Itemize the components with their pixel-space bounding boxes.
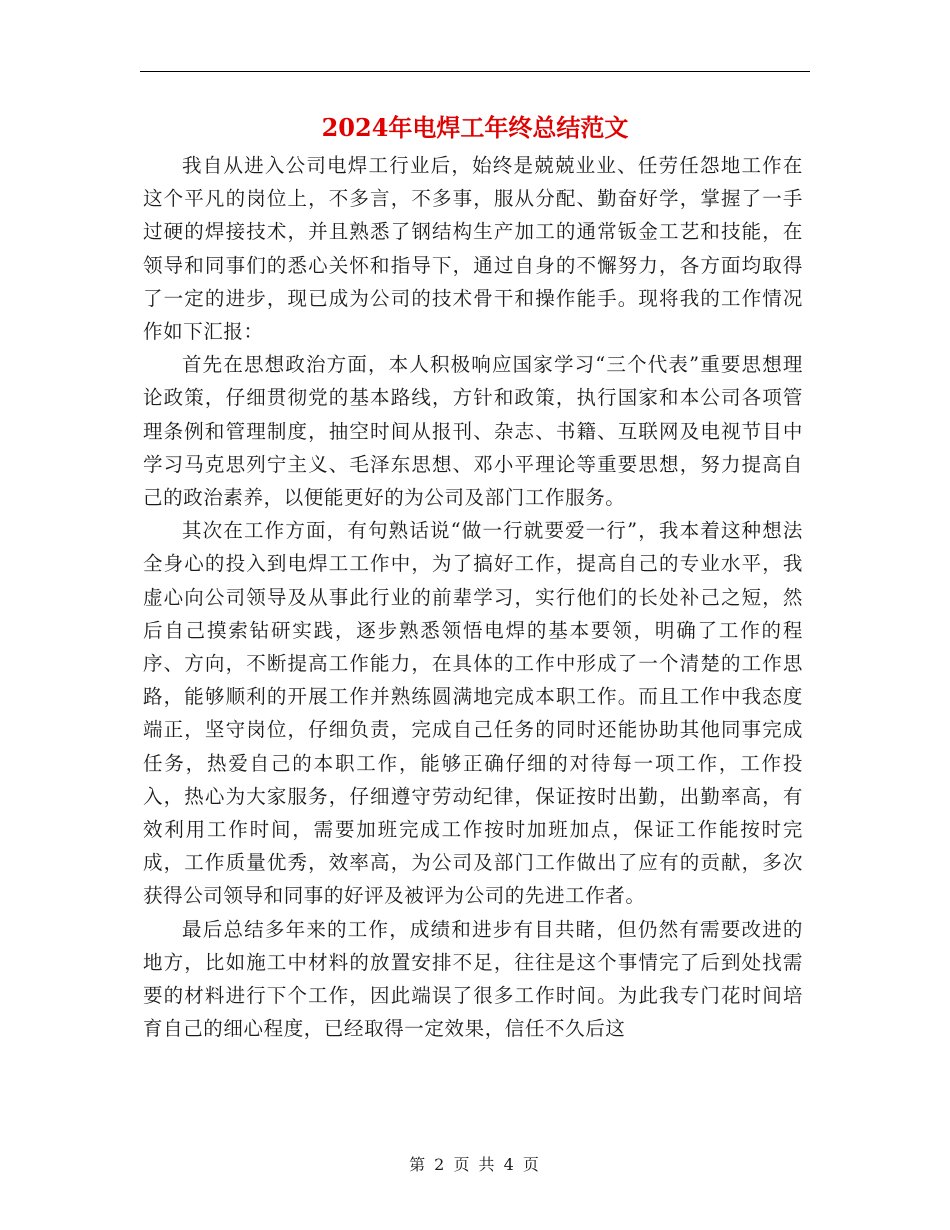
page-number: 第 2 页 共 4 页 — [409, 1155, 541, 1174]
paragraph-summary: 最后总结多年来的工作，成绩和进步有目共睹，但仍然有需要改进的地方，比如施工中材料的放置安排不足，往往是这个事情完了后到处找需要的材料进行下个工作，因此端误了很多工作时间。为此我专门花时间培育自己的细心程度，已经取得一定效果，信任不久后这 — [143, 917, 803, 1041]
paragraph-political: 首先在思想政治方面，本人积极响应国家学习“三个代表”重要思想理论政策，仔细贯彻党的基本路线，方针和政策，执行国家和本公司各项管理条例和管理制度，抽空时间从报刊、杂志、书籍、互联网及电视节目中学习马克思列宁主义、毛泽东思想、邓小平理论等重要思想，努力提高自己的政治素养，以便能更好的为公司及部门工作服务。 — [143, 353, 803, 510]
header-rule — [140, 71, 810, 72]
document-title: 2024年电焊工年终总结范文 — [321, 113, 629, 142]
paragraph-intro: 我自从进入公司电焊工行业后，始终是兢兢业业、任劳任怨地工作在这个平凡的岗位上，不多言，不多事，服从分配、勤奋好学，掌握了一手过硬的焊接技术，并且熟悉了钢结构生产加工的通常钣金工艺和技能，在领导和同事们的悉心关怀和指导下，通过自身的不懈努力，各方面均取得了一定的进步，现已成为公司的技术骨干和操作能手。现将我的工作情况作如下汇报： — [143, 154, 803, 344]
paragraph-work: 其次在工作方面，有句熟话说“做一行就要爱一行”，我本着这种想法全身心的投入到电焊工工作中，为了搞好工作，提高自己的专业水平，我虚心向公司领导及从事此行业的前辈学习，实行他们的长处补己之短，然后自己摸索钻研实践，逐步熟悉领悟电焊的基本要领，明确了工作的程序、方向，不断提高工作能力，在具体的工作中形成了一个清楚的工作思路，能够顺利的开展工作并熟练圆满地完成本职工作。而且工作中我态度端正，坚守岗位，仔细负责，完成自己任务的同时还能协助其他同事完成任务，热爱自己的本职工作，能够正确仔细的对待每一项工作，工作投入，热心为大家服务，仔细遵守劳动纪律，保证按时出勤，出勤率高，有效利用工作时间，需要加班完成工作按时加班加点，保证工作能按时完成，工作质量优秀，效率高，为公司及部门工作做出了应有的贡献，多次获得公司领导和同事的好评及被评为公司的先进工作者。 — [143, 519, 803, 908]
document-body — [143, 149, 803, 1045]
